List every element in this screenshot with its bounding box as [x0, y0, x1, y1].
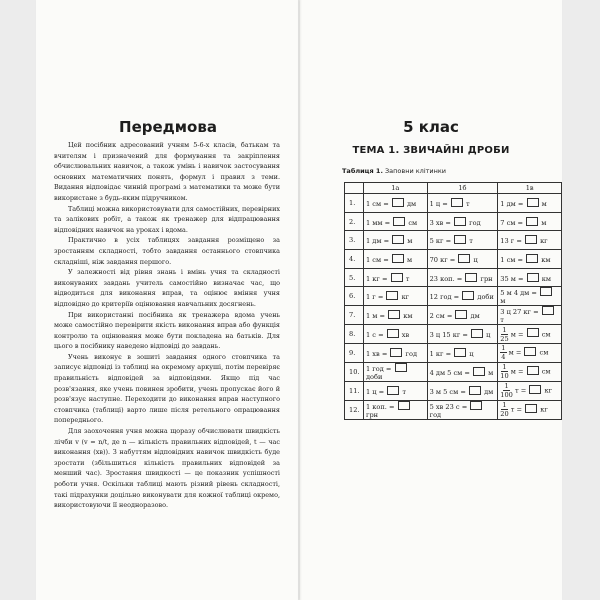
- answer-box[interactable]: [473, 367, 485, 376]
- cell-expression: м =: [508, 367, 526, 376]
- fraction-numerator: 1: [502, 363, 507, 372]
- cell-expression: 12 год =: [429, 293, 462, 302]
- cell-unit: кг: [399, 293, 410, 302]
- cell-unit: грн: [478, 274, 493, 283]
- answer-box[interactable]: [398, 401, 410, 410]
- cell-unit: км: [401, 312, 413, 321]
- answer-box[interactable]: [527, 198, 539, 207]
- table-caption-label: Таблиця 1.: [342, 167, 383, 175]
- row-number-text: 7.: [349, 311, 356, 320]
- row-number: [345, 250, 364, 269]
- answer-box[interactable]: [458, 254, 470, 263]
- header-column-1c: 1в: [498, 183, 562, 194]
- cell-unit: доби: [475, 293, 494, 302]
- cell-unit: м: [539, 218, 547, 227]
- row-number-text: 9.: [349, 348, 356, 357]
- cell-b: [427, 325, 498, 344]
- cell-unit: кг: [538, 405, 548, 414]
- table-row: [345, 212, 562, 231]
- cell-unit: см: [539, 330, 551, 339]
- cell-unit: м: [539, 199, 547, 208]
- row-number-text: 2.: [349, 217, 356, 226]
- answer-box[interactable]: [451, 198, 463, 207]
- cell-a: [364, 194, 428, 213]
- row-number-text: 3.: [349, 236, 356, 245]
- cell-c: [498, 212, 562, 231]
- cell-unit: т: [463, 199, 470, 208]
- cell-unit: м: [500, 297, 506, 306]
- cell-b: [427, 212, 498, 231]
- cell-expression: 1 кг =: [366, 274, 390, 283]
- header-number: [345, 183, 364, 194]
- row-number-text: 1.: [349, 198, 356, 207]
- table-row: [345, 287, 562, 306]
- cell-expression: 13 г =: [500, 237, 524, 246]
- cell-expression: т =: [512, 386, 529, 395]
- cell-unit: год: [403, 349, 418, 358]
- answer-box[interactable]: [395, 363, 407, 372]
- fraction: [500, 401, 508, 418]
- cell-b: [427, 231, 498, 250]
- answer-box[interactable]: [392, 235, 404, 244]
- fraction-denominator: 25: [500, 334, 509, 343]
- table-row: [345, 325, 562, 344]
- cell-a: [364, 400, 428, 419]
- cell-expression: 1 дм =: [500, 199, 526, 208]
- answer-box[interactable]: [392, 198, 404, 207]
- cell-expression: 23 коп. =: [429, 274, 465, 283]
- cell-unit: доби: [366, 372, 383, 381]
- cell-b: [427, 250, 498, 269]
- cell-expression: 3 м 5 см =: [429, 387, 468, 396]
- answer-box[interactable]: [390, 348, 402, 357]
- cell-expression: м =: [506, 348, 524, 357]
- cell-expression: 1 см =: [366, 199, 391, 208]
- cell-unit: км: [539, 255, 551, 264]
- row-number: [345, 231, 364, 250]
- cell-expression: 35 м =: [500, 274, 526, 283]
- answer-box[interactable]: [469, 386, 481, 395]
- grade-title: 5 клас: [403, 118, 459, 136]
- cell-unit: см: [406, 218, 418, 227]
- cell-a: [364, 287, 428, 306]
- cell-expression: 5 кг =: [429, 237, 454, 246]
- cell-expression: 3 ц 27 кг =: [500, 308, 541, 317]
- fraction-denominator: 20: [500, 410, 509, 418]
- cell-expression: 1 год =: [366, 364, 394, 373]
- cell-unit: ц: [484, 331, 491, 340]
- preface-paragraph: У залежності від рівня знань і вмінь учня та складності виконуваних завдань учитель самостійно визначає час, що відводиться для виконання вправ, та оцінює вміння учня відповідно до критеріїв оцінювання навчальних досягнень.: [54, 268, 280, 308]
- fraction: [500, 326, 508, 343]
- cell-unit: км: [539, 274, 551, 283]
- answer-box[interactable]: [525, 404, 537, 413]
- answer-box[interactable]: [527, 273, 539, 282]
- answer-box[interactable]: [392, 254, 404, 263]
- cell-c: [498, 400, 562, 419]
- preface-paragraph: Учень виконує в зошиті завдання одного стовпчика та записує відповіді із таблиці на окремому аркуші, потім перевіряє правильність відповідей за відповідями. Якщо під час розв'язання, яке учень повинен зробити, учень пропускає його й розв'язує наступне. Переходити до виконання вправ наступного стовпчика (таблиці) варто лише після ретельного опрацювання попереднього.: [54, 352, 280, 425]
- cell-unit: см: [539, 367, 551, 376]
- cell-expression: 5 м 4 дм =: [500, 289, 540, 298]
- cell-expression: 1 г =: [366, 293, 386, 302]
- cell-expression: 1 коп. =: [366, 402, 397, 411]
- cell-c: [498, 268, 562, 287]
- cell-b: [427, 381, 498, 400]
- header-column-1a: 1а: [364, 183, 428, 194]
- row-number-text: 10.: [349, 367, 360, 376]
- table-row: [345, 400, 562, 419]
- cell-unit: т: [467, 237, 473, 246]
- cell-unit: дм: [481, 387, 494, 396]
- answer-box[interactable]: [454, 235, 466, 244]
- cell-b: [427, 287, 498, 306]
- cell-b: [427, 344, 498, 363]
- cell-a: [364, 268, 428, 287]
- fraction-denominator: 100: [500, 391, 513, 400]
- row-number: [345, 287, 364, 306]
- cell-unit: т: [400, 387, 406, 396]
- row-number: [345, 306, 364, 325]
- book-gutter: [298, 0, 302, 600]
- cell-unit: дм: [468, 312, 480, 321]
- preface-paragraph: При використанні посібника як тренажера вдома учень може самостійно перевірити якість виконання вправ або функція контролю та оцінювання може бути покладена на батьків. Для цього в посібнику наведено відповіді до завдань.: [54, 310, 280, 351]
- answer-box[interactable]: [471, 329, 483, 338]
- fraction: [500, 363, 508, 380]
- cell-expression: 1 ц =: [429, 199, 450, 208]
- answer-box[interactable]: [465, 273, 477, 282]
- answer-box[interactable]: [540, 287, 552, 296]
- answer-box[interactable]: [525, 235, 537, 244]
- row-number-text: 8.: [349, 330, 356, 339]
- answer-box[interactable]: [454, 217, 466, 226]
- table-body: [345, 194, 562, 420]
- cell-expression: 1 ц =: [366, 387, 387, 396]
- cell-expression: 1 с =: [366, 331, 386, 340]
- cell-expression: 5 хв 23 с =: [429, 402, 470, 411]
- cell-expression: 1 мм =: [366, 218, 393, 227]
- preface-text: [54, 140, 280, 511]
- cell-expression: м =: [508, 330, 526, 339]
- row-number: [345, 400, 364, 419]
- row-number-text: 6.: [349, 292, 356, 301]
- cell-expression: 1 хв =: [366, 349, 390, 358]
- fraction-numerator: 1: [502, 401, 507, 409]
- cell-expression: т =: [508, 405, 525, 414]
- cell-a: [364, 212, 428, 231]
- cell-a: [364, 325, 428, 344]
- table-row: [345, 344, 562, 363]
- cell-expression: 3 хв =: [429, 218, 454, 227]
- cell-unit: дм: [404, 199, 417, 208]
- cell-c: [498, 287, 562, 306]
- answer-box[interactable]: [527, 366, 539, 375]
- cell-c: [498, 362, 562, 381]
- cell-unit: год: [467, 218, 481, 227]
- cell-unit: год: [429, 410, 442, 419]
- cell-c: [498, 325, 562, 344]
- fraction-denominator: 10: [500, 372, 509, 381]
- preface-paragraph: Практично в усіх таблицях завдання розміщено за зростанням складності, тобто завдання останнього стовпчика складніші, ніж завдання першого.: [54, 236, 280, 266]
- cell-unit: т: [403, 274, 410, 283]
- cell-b: [427, 400, 498, 419]
- row-number-text: 12.: [349, 405, 360, 414]
- cell-c: [498, 250, 562, 269]
- cell-a: [364, 231, 428, 250]
- cell-expression: 1 см =: [500, 255, 526, 264]
- row-number: [345, 268, 364, 287]
- table-row: [345, 231, 562, 250]
- row-number-text: 11.: [349, 386, 360, 395]
- preface-paragraph: Таблиці можна використовувати для самостійних, перевірних та залікових робіт, а також як тренажер для відпрацювання відповідних навичок на уроках і вдома.: [54, 204, 281, 234]
- cell-unit: ц: [467, 349, 474, 358]
- table-row: [345, 268, 562, 287]
- table-caption-text: Заповни клітинки: [382, 167, 447, 175]
- table-header-row: [345, 183, 562, 194]
- cell-a: [364, 362, 428, 381]
- cell-a: [364, 344, 428, 363]
- cell-expression: 4 дм 5 см =: [429, 368, 473, 377]
- preface-paragraph: Для заохочення учня можна щоразу обчислювати швидкість лічби v (v = n/t, де n — кількість правильних відповідей, t — час виконання (хв)). З набуттям відповідних навичок швидкість буде зростати (збільшиться кількість правильних відповідей за менший час). Зростання швидкості — це показник успішності роботи учня. Оскільки таблиці мають різний рівень складності, такі підрахунки доцільно виконувати для кожної таблиці окремо, використовуючи її неодноразово.: [54, 427, 280, 510]
- cell-unit: кг: [537, 237, 548, 246]
- cell-unit: хв: [399, 331, 410, 340]
- table-row: [345, 250, 562, 269]
- cell-a: [364, 306, 428, 325]
- cell-unit: см: [537, 348, 549, 357]
- cell-b: [427, 268, 498, 287]
- answer-box[interactable]: [391, 273, 403, 282]
- cell-a: [364, 381, 428, 400]
- cell-expression: 1 см =: [366, 255, 391, 264]
- cell-b: [427, 194, 498, 213]
- row-number: [345, 212, 364, 231]
- cell-c: [498, 381, 562, 400]
- cell-expression: 3 ц 15 кг =: [429, 331, 471, 340]
- cell-unit: грн: [366, 410, 379, 419]
- fraction-numerator: 1: [504, 382, 509, 391]
- cell-expression: 1 м =: [366, 312, 388, 321]
- cell-c: [498, 344, 562, 363]
- header-column-1b: 1б: [427, 183, 498, 194]
- answer-box[interactable]: [470, 401, 482, 410]
- cell-expression: 2 см =: [429, 312, 455, 321]
- cell-unit: м: [404, 255, 413, 264]
- table-row: [345, 381, 562, 400]
- answer-box[interactable]: [542, 306, 554, 315]
- cell-unit: м: [405, 237, 413, 246]
- answer-box[interactable]: [387, 386, 399, 395]
- answer-box[interactable]: [526, 254, 538, 263]
- cell-unit: кг: [542, 386, 553, 395]
- row-number: [345, 362, 364, 381]
- fraction-denominator: 4: [501, 353, 506, 362]
- row-number: [345, 344, 364, 363]
- cell-expression: 70 кг =: [429, 255, 458, 264]
- row-number: [345, 325, 364, 344]
- cell-unit: ц: [471, 255, 478, 264]
- cell-b: [427, 306, 498, 325]
- table-caption: [342, 167, 446, 175]
- answer-box[interactable]: [529, 385, 541, 394]
- answer-box[interactable]: [386, 291, 398, 300]
- cell-b: [427, 362, 498, 381]
- topic-heading: ТЕМА 1. ЗВИЧАЙНІ ДРОБИ: [352, 145, 510, 156]
- cell-expression: 1 дм =: [366, 237, 392, 246]
- answer-box[interactable]: [388, 310, 400, 319]
- answer-box[interactable]: [526, 217, 538, 226]
- answer-box[interactable]: [527, 328, 539, 337]
- exercise-table: [344, 182, 562, 420]
- preface-paragraph: Цей посібник адресований учням 5-6-х класів, батькам та вчителям і призначений для формування та закріплення обчислювальних навичок, а також умінь і навичок застосування основних математичних понять, формул і правил з теми. Видання відповідає чинній програмі з математики та може бути використане з будь-яким підручником.: [54, 141, 280, 202]
- fraction-numerator: 1: [501, 344, 506, 353]
- cell-c: [498, 306, 562, 325]
- row-number: [345, 381, 364, 400]
- answer-box[interactable]: [455, 310, 467, 319]
- cell-a: [364, 250, 428, 269]
- fraction: [500, 382, 513, 399]
- answer-box[interactable]: [387, 329, 399, 338]
- table-row: [345, 362, 562, 381]
- preface-title: Передмова: [119, 118, 217, 136]
- cell-unit: м: [486, 368, 494, 377]
- answer-box[interactable]: [393, 217, 405, 226]
- answer-box[interactable]: [462, 291, 474, 300]
- table-row: [345, 306, 562, 325]
- answer-box[interactable]: [454, 348, 466, 357]
- table-row: [345, 194, 562, 213]
- cell-expression: 1 кг =: [429, 349, 454, 358]
- answer-box[interactable]: [524, 347, 536, 356]
- fraction-numerator: 1: [502, 325, 507, 334]
- cell-expression: 7 см =: [500, 218, 526, 227]
- cell-unit: т: [500, 316, 504, 325]
- row-number: [345, 194, 364, 213]
- row-number-text: 5.: [349, 273, 356, 282]
- cell-c: [498, 231, 562, 250]
- cell-c: [498, 194, 562, 213]
- row-number-text: 4.: [349, 254, 356, 263]
